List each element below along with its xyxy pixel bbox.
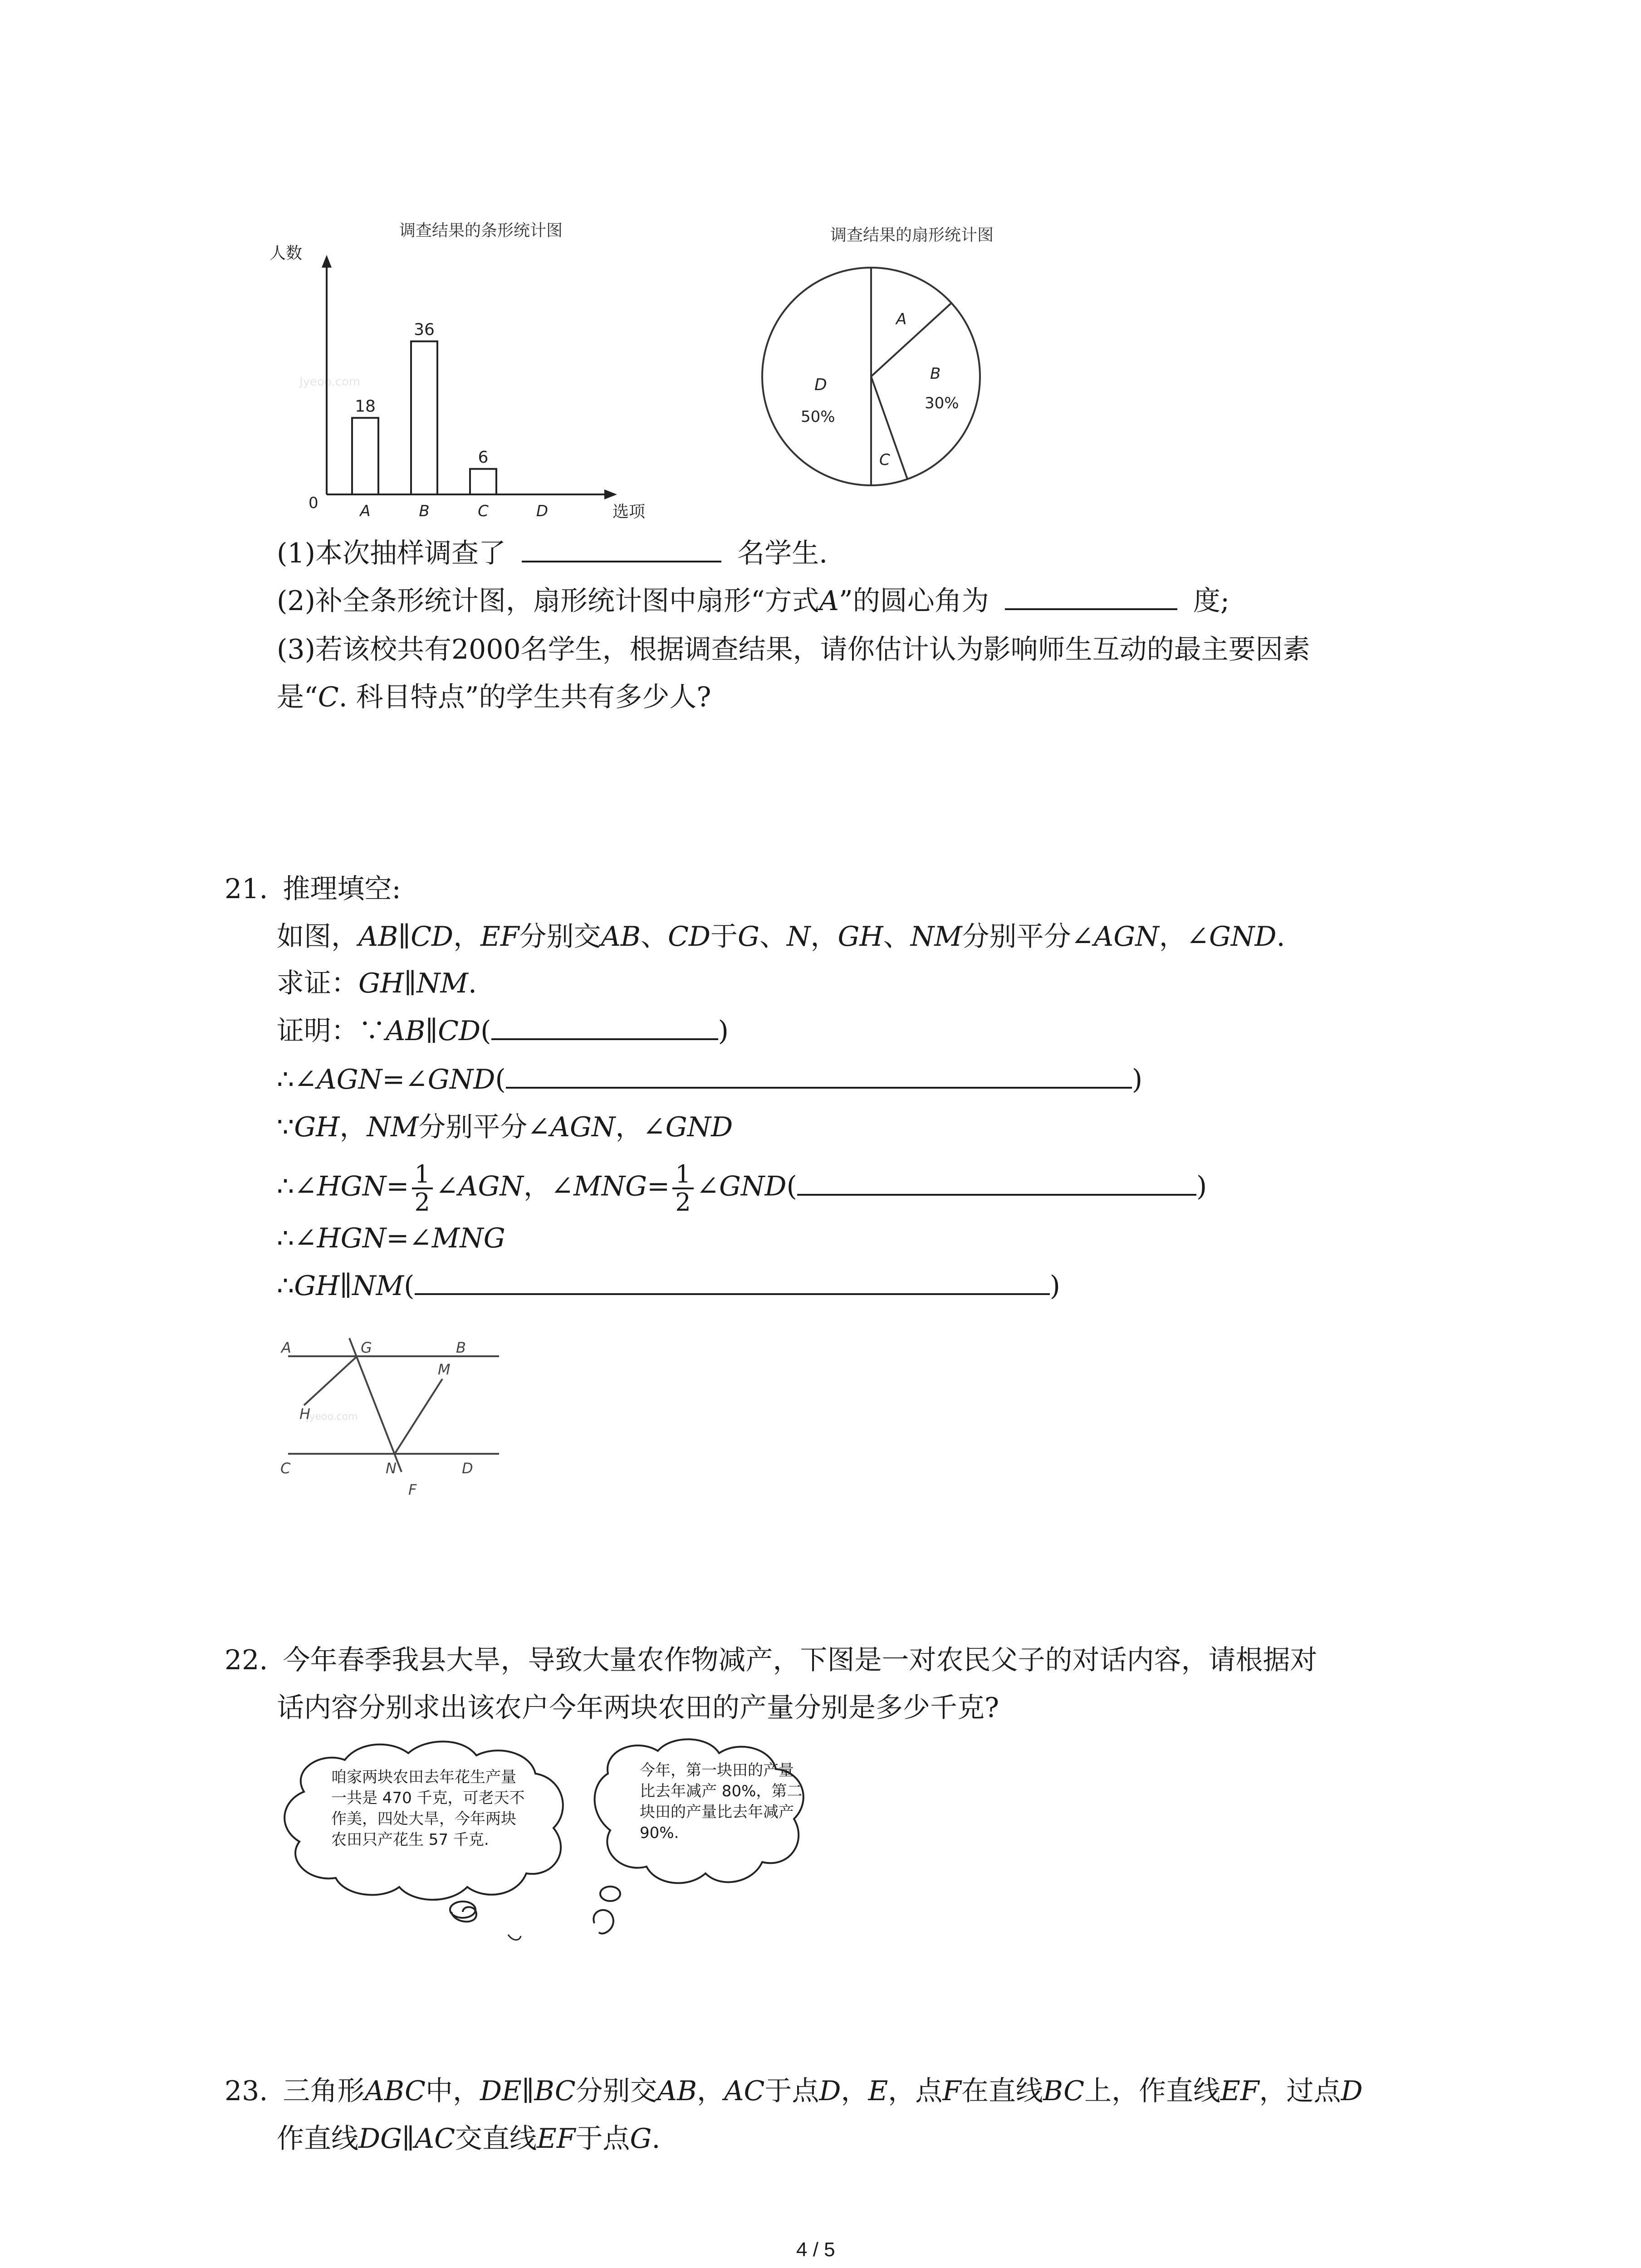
q21-header <box>225 871 401 907</box>
point-f-label: F <box>408 1481 417 1498</box>
pie-label-d: D <box>814 376 827 394</box>
q20-part1: (1)本次抽样调查了 名学生. <box>277 535 828 572</box>
q21-number: 21. <box>225 873 268 905</box>
bar-chart-xlabel: 选项 <box>612 503 646 521</box>
q20-part3-line1: (3)若该校共有2000名学生，根据调查结果，请你估计认为影响师生互动的最主要因素 <box>277 634 1310 665</box>
q23-line1: 23. 三角形ABC中，DE∥BC分别交AB，AC于点D，E，点F在直线BC上，作直线EF，过点D <box>225 2075 1363 2107</box>
q21-step1: 证明：∵AB∥CD( ) <box>277 1013 729 1049</box>
point-b-label: B <box>456 1339 466 1356</box>
q21-given: 如图，AB∥CD，EF分别交AB、CD于G、N，GH、NM分别平分∠AGN，∠GND. <box>277 921 1285 953</box>
point-c-label: C <box>280 1460 291 1477</box>
point-a-label: A <box>281 1339 291 1356</box>
q21-step4: ∴∠HGN= $\frac{1}{2}$ ∠AGN，∠MNG= $\frac{1}{2}$ ∠GND( ) <box>277 1160 1207 1217</box>
q21-step2: ∴∠AGN=∠GND( ) <box>277 1061 1142 1098</box>
watermark: Jyeoo.com <box>306 1411 358 1422</box>
point-h-label: H <box>299 1405 311 1422</box>
q21-step6: ∴GH∥NM( ) <box>277 1268 1060 1304</box>
q20-part2: (2)补全条形统计图，扇形统计图中扇形“方式A”的圆心角为 度; <box>277 583 1230 619</box>
pie-label-b: B <box>930 365 941 383</box>
right-bubble-text: 今年，第一块田的产量比去年减产 80%，第二块田的产量比去年减产 90%. <box>640 1761 803 1842</box>
q21-reason-blank-1[interactable] <box>491 1013 718 1040</box>
q22-line2: 话内容分别求出该农户今年两块农田的产量分别是多少千克? <box>277 1692 999 1724</box>
q21-reason-blank-4[interactable] <box>415 1268 1050 1295</box>
bar-c <box>470 469 496 494</box>
ray-gh <box>304 1356 357 1405</box>
fraction-one-half-2: $\frac{1}{2}$ <box>672 1161 693 1216</box>
pie-label-c: C <box>879 451 890 469</box>
fraction-one-half: $\frac{1}{2}$ <box>412 1161 433 1216</box>
q21-reason-blank-2[interactable] <box>506 1061 1132 1089</box>
q21-reason-blank-3[interactable] <box>797 1168 1196 1196</box>
q21-prove: 求证：GH∥NM. <box>277 968 477 999</box>
point-g-label: G <box>361 1339 372 1356</box>
point-n-label: N <box>386 1460 397 1477</box>
q20-answer-blank-1[interactable] <box>522 535 721 562</box>
bar-chart-title: 调查结果的条形统计图 <box>399 221 563 240</box>
right-bubble-trail <box>600 1887 620 1901</box>
q21-title: 推理填空: <box>283 873 401 905</box>
bar-value-label-c: 6 <box>478 448 489 467</box>
left-bubble-text: 咱家两块农田去年花生产量一共是 470 千克，可老天不作美，四处大旱，今年两块农田只产花生 57 千克. <box>331 1768 525 1849</box>
point-d-label: D <box>462 1460 473 1477</box>
q22-number: 22. <box>225 1644 268 1676</box>
pie-label-a: A <box>896 310 907 328</box>
x-tick-label-a: A <box>360 502 371 520</box>
x-tick-label-d: D <box>536 502 549 520</box>
bar-chart-watermark: Jyeoo.com <box>299 375 361 389</box>
bar-value-label-a: 18 <box>355 397 376 416</box>
pie-chart <box>740 218 1057 508</box>
x-tick-label-c: C <box>478 502 489 520</box>
pie-label-d-percent: 50% <box>801 408 835 426</box>
decoration-mark <box>508 1935 521 1940</box>
q21-step3: ∵GH，NM分别平分∠AGN，∠GND <box>277 1111 733 1143</box>
bar-chart-ylabel: 人数 <box>269 244 303 263</box>
bar-a <box>352 418 378 494</box>
q20-part3-line2: 是“C. 科目特点”的学生共有多少人? <box>277 681 711 713</box>
x-tick-label-b: B <box>419 502 430 520</box>
bar-chart-y-arrow <box>322 255 332 268</box>
pie-label-b-percent: 30% <box>925 394 959 412</box>
q21-step5: ∴∠HGN=∠MNG <box>277 1222 505 1254</box>
bar-chart <box>254 213 662 540</box>
q23-line2: 作直线DG∥AC交直线EF于点G. <box>277 2123 661 2155</box>
line-ef <box>349 1338 402 1472</box>
q20-answer-blank-2[interactable] <box>1005 583 1177 610</box>
pie-chart-title: 调查结果的扇形统计图 <box>830 226 994 244</box>
q21-parallel-lines-figure <box>272 1329 526 1501</box>
bar-value-label-b: 36 <box>414 320 435 339</box>
page-number: 4 / 5 <box>796 2239 835 2261</box>
q22-line1: 22. 今年春季我县大旱，导致大量农作物减产，下图是一对农民父子的对话内容，请根据对 <box>225 1644 1318 1676</box>
bar-chart-origin: 0 <box>309 494 318 512</box>
point-m-label: M <box>438 1361 451 1378</box>
bar-chart-x-arrow <box>604 489 617 499</box>
right-bubble-swirl <box>593 1910 613 1934</box>
bar-b <box>411 342 437 495</box>
ray-nm <box>395 1379 442 1454</box>
q23-number: 23. <box>225 2075 268 2107</box>
